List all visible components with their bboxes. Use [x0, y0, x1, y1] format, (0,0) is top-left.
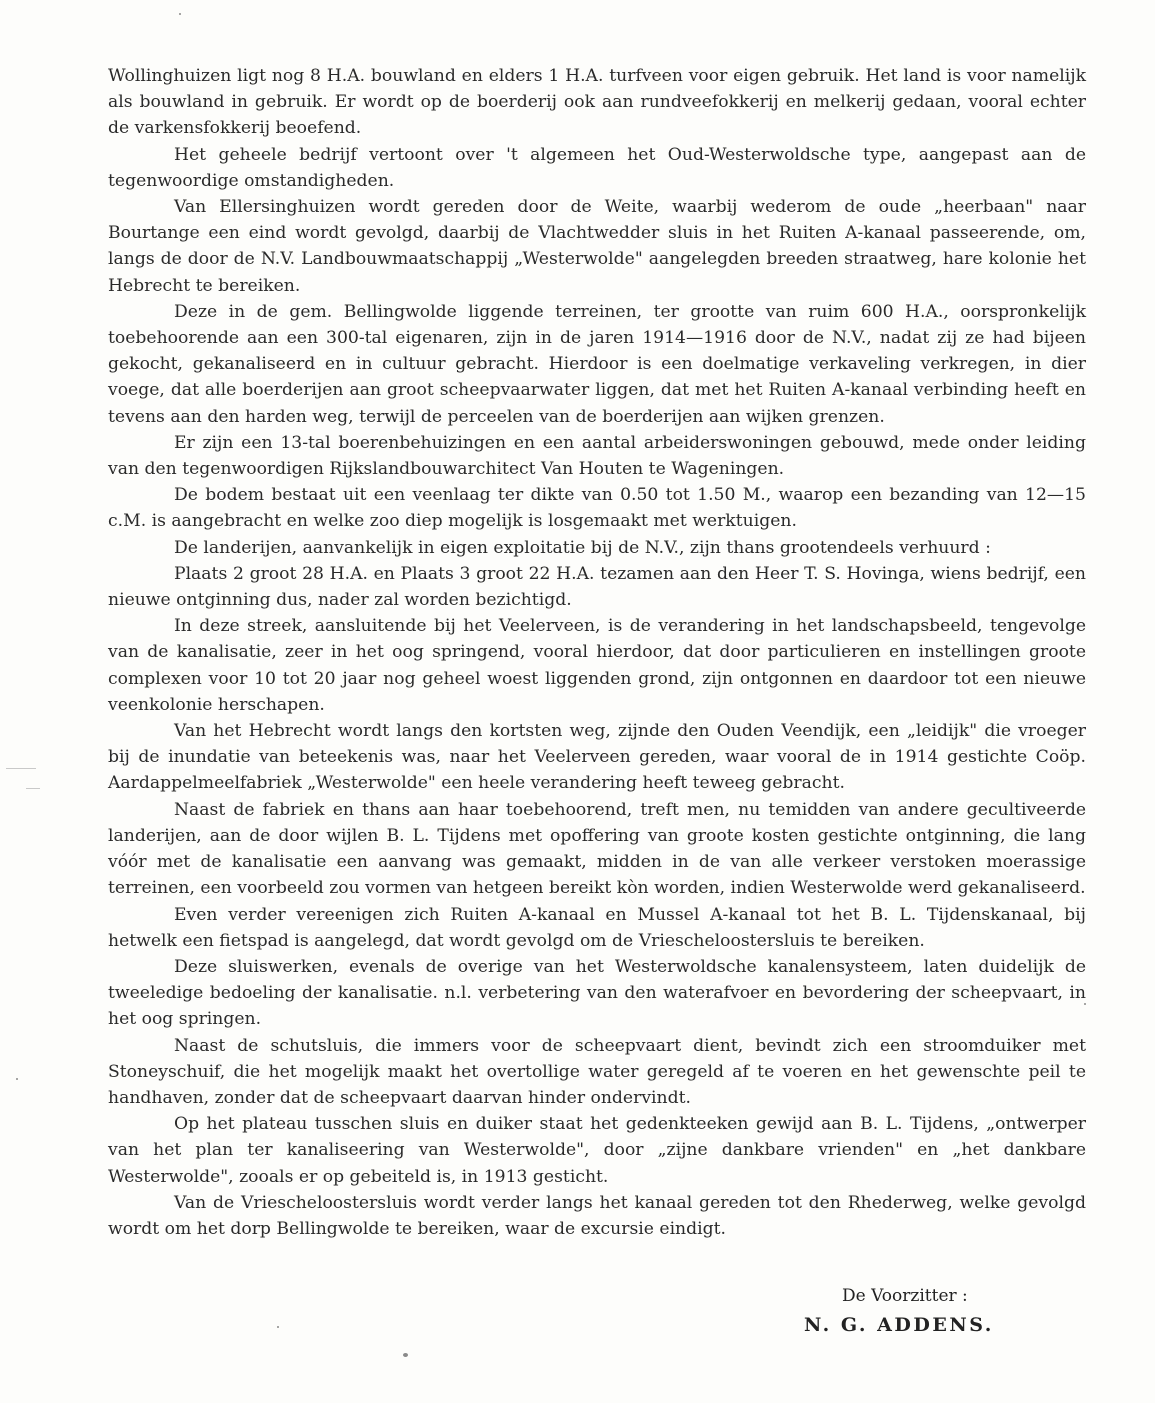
paragraph: Deze in de gem. Bellingwolde liggende terreinen, ter grootte van ruim 600 H.A., oorspronkelijk toebehoorende aan een 300-tal eigenaren, zijn in de jaren 1914—1916 door de N.V., nadat zij ze had bijeen gekocht, gekanaliseerd en in cultuur gebracht. Hierdoor is een doelmatige verkaveling verkregen, in dier voege, dat alle boerderijen aan groot scheepvaarwater liggen, dat met het Ruiten A-kanaal verbinding heeft en tevens aan den harden weg, terwijl de perceelen van de boerderijen aan wijken grenzen.: [108, 301, 1086, 427]
paragraph: Van Ellersinghuizen wordt gereden door de Weite, waarbij wederom de oude „heerbaan" naar Bourtange een eind wordt gevolgd, daarbij de Vlachtwedder sluis in het Ruiten A-kanaal passeerende, om, langs de door de N.V. Landbouwmaatschappij „Westerwolde" aangelegden breeden straatweg, hare kolonie het Hebrecht te bereiken.: [108, 197, 1086, 296]
paragraph: De landerijen, aanvankelijk in eigen exploitatie bij de N.V., zijn thans grootendeels verhuurd :: [174, 537, 991, 558]
paragraph: Naast de schutsluis, die immers voor de scheepvaart dient, bevindt zich een stroomduiker met Stoneyschuif, die het mogelijk maakt het overtollige water geregeld af te voeren en het gewenschte peil te handhaven, zonder dat de scheepvaart daarvan hinder ondervindt.: [108, 1035, 1086, 1108]
body-text: [108, 63, 1086, 1242]
paragraph: Deze sluiswerken, evenals de overige van het Westerwoldsche kanalensysteem, laten duidelijk de tweeledige bedoeling der kanalisatie. n.l. verbetering van den waterafvoer en bevordering der scheepvaart, in het oog springen.: [108, 956, 1086, 1030]
scan-speck: [403, 1353, 408, 1357]
signature-name: N. G. ADDENS.: [804, 1314, 994, 1336]
scan-speck: [179, 13, 181, 15]
paragraph: Er zijn een 13-tal boerenbehuizingen en een aantal arbeiderswoningen gebouwd, mede onder leiding van den tegenwoordigen Rijkslandbouwarchitect Van Houten te Wageningen.: [108, 432, 1086, 480]
paragraph: Van de Vriescheloostersluis wordt verder langs het kanaal gereden tot den Rhederweg, welke gevolgd wordt om het dorp Bellingwolde te bereiken, waar de excursie eindigt.: [108, 1192, 1086, 1239]
paragraph: Op het plateau tusschen sluis en duiker staat het gedenkteeken gewijd aan B. L. Tijdens, „ontwerper van het plan ter kanaliseering van Westerwolde", door „zijne dankbare vrienden" en „het dankbare Westerwolde", zooals er op gebeiteld is, in 1913 gesticht.: [108, 1114, 1086, 1187]
scan-speck: [277, 1326, 279, 1328]
paragraph: Van het Hebrecht wordt langs den kortsten weg, zijnde den Ouden Veendijk, een „leidijk" die vroeger bij de inundatie van beteekenis was, naar het Veelerveen gereden, waar vooral de in 1914 gestichte Coöp. Aardappelmeelfabriek „Westerwolde" een heele verandering heeft teweeg gebracht.: [108, 721, 1086, 794]
paragraph: Het geheele bedrijf vertoont over 't algemeen het Oud-Westerwoldsche type, aangepast aan de tegenwoordige omstandigheden.: [108, 144, 1086, 191]
scan-speck: [16, 1078, 18, 1080]
paragraph: Even verder vereenigen zich Ruiten A-kanaal en Mussel A-kanaal tot het B. L. Tijdenskanaal, bij hetwelk een fietspad is aangelegd, dat wordt gevolgd om de Vriescheloostersluis te bereiken.: [108, 904, 1086, 951]
margin-mark: [6, 768, 36, 769]
margin-mark: [26, 788, 40, 789]
paragraph: Plaats 2 groot 28 H.A. en Plaats 3 groot 22 H.A. tezamen aan den Heer T. S. Hovinga, wiens bedrijf, een nieuwe ontginning dus, nader zal worden bezichtigd.: [108, 563, 1086, 611]
signature-role: De Voorzitter :: [842, 1286, 968, 1306]
paragraph: In deze streek, aansluitende bij het Veelerveen, is de verandering in het landschapsbeeld, tengevolge van de kanalisatie, zeer in het oog springend, vooral hierdoor, dat door particulieren en instellingen groote complexen voor 10 tot 20 jaar nog geheel woest liggenden grond, zijn ontgonnen en daardoor tot een nieuwe veenkolonie herschapen.: [108, 616, 1086, 715]
paragraph: Wollinghuizen ligt nog 8 H.A. bouwland en elders 1 H.A. turfveen voor eigen gebruik. Het land is voor namelijk als bouwland in gebruik. Er wordt op de boerderij ook aan rundveefokkerij en melkerij gedaan, vooral echter de varkensfokkerij beoefend.: [108, 66, 1086, 139]
paragraph: Naast de fabriek en thans aan haar toebehoorend, treft men, nu temidden van andere gecultiveerde landerijen, aan de door wijlen B. L. Tijdens met opoffering van groote kosten gestichte ontginning, die lang vóór met de kanalisatie een aanvang was gemaakt, midden in de van alle verkeer verstoken moerassige terreinen, een voorbeeld zou vormen van hetgeen bereikt kòn worden, indien Westerwolde werd gekanaliseerd.: [108, 799, 1086, 899]
scan-speck: [1084, 1003, 1086, 1005]
paragraph: De bodem bestaat uit een veenlaag ter dikte van 0.50 tot 1.50 M., waarop een bezanding van 12—15 c.M. is aangebracht en welke zoo diep mogelijk is losgemaakt met werktuigen.: [108, 485, 1086, 532]
